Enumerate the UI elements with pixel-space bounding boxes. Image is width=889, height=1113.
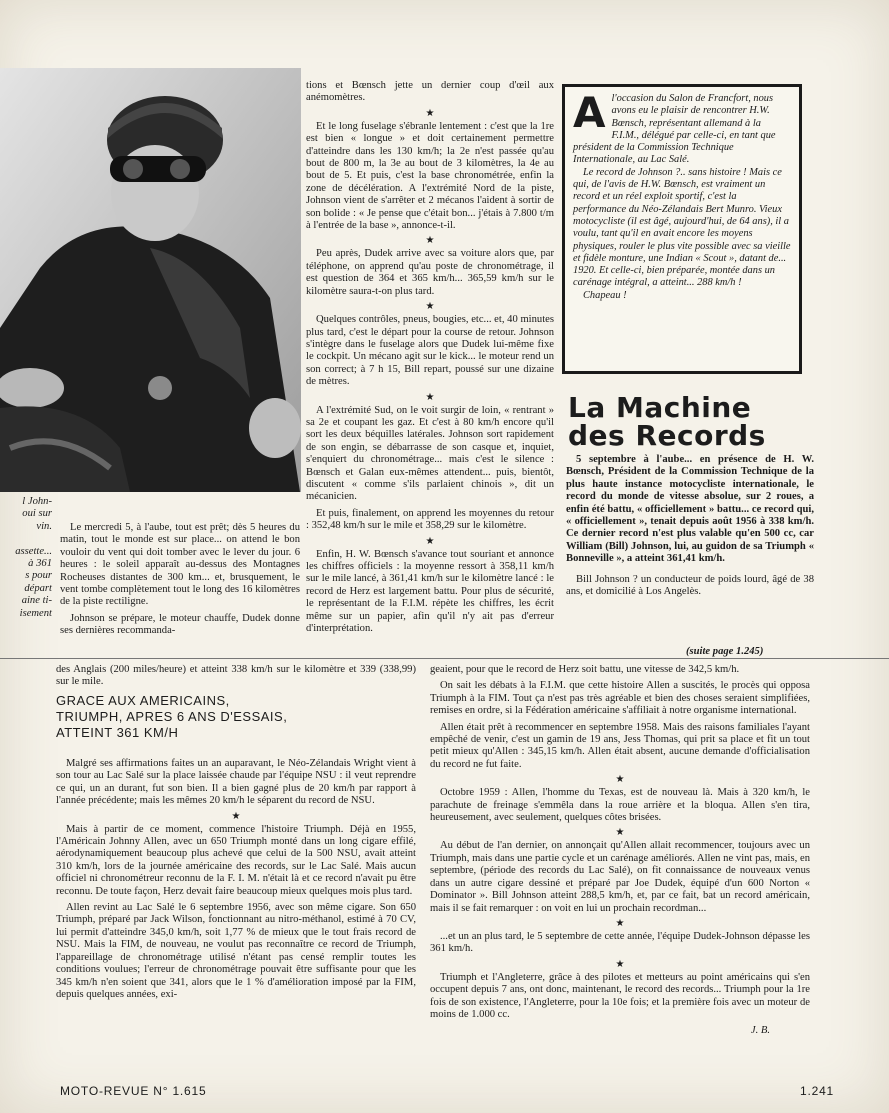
paragraph: Bill Johnson ? un conducteur de poids lourd, âgé de 38 ans, et domicilié à Los Angelès. [566, 573, 814, 598]
caption-line: assette... [15, 545, 52, 557]
paragraph: Octobre 1959 : Allen, l'homme du Texas, est de nouveau là. Mais à 320 km/h, le parachute de freinage s'emmêla dans la roue arrière et la bloqua. Allen s'en tira, heureusement, avec seulement, quelques côtes brisées. [430, 787, 810, 824]
paragraph: Triumph et l'Angleterre, grâce à des pilotes et metteurs au point américains qui s'en occupent depuis 7 ans, ont donc, maintenant, le record des records... Triumph pour la 1re fois de son existence, l'Angleterre, pour la 10e fois; et la première fois avec un moteur de moins de 1.000 cc. [430, 971, 810, 1020]
paragraph: Mais à partir de ce moment, commence l'histoire Triumph. Déjà en 1955, l'Américain Johnny Allen, avec un 650 Triumph monté dans un long cigare effilé, aérodynamiquement beaucoup plus achevé que celui de la 500 NSU, avait atteint 310 km/h, lors de la journée américaine des records, sur le Lac Salé. Mais aucun officiel ni chronométreur reconnu de la F. I. M. n'était là et ce record n'avait pu être reconnu. De toute façon, Herz devait faire beaucoup mieux quelques mois plus tard. [56, 823, 416, 897]
paragraph: Et puis, finalement, on apprend les moyennes du retour : 352,48 km/h sur le mile et 358,29 sur le kilomètre. [306, 507, 554, 532]
star-separator: ★ [425, 391, 435, 403]
caption-line: oui sur [22, 508, 52, 520]
title-line: des Records [568, 419, 766, 452]
paragraph: Allen revint au Lac Salé le 6 septembre 1956, avec son même cigare. Son 650 Triumph, préparé par Jack Wilson, fonctionnant au nitro-méthanol, estimé à 70 CV, lui permit d'atteindre 345,0 km/h, soit 1,77 % de mieux que le tout frais record de NSU. Mais la FIM, de nouveau, ne voulut pas reconnaître ce record de Triumph, l'appareillage de chronométrage utilisé n'étant pas censé remplir toutes les conditions voulues; l'erreur de chronométrage pouvait être suffisante pour que les 345 km/h n'en soient que 341, alors que le 1 % d'amélioration imposé par la FIM, depuis quelques années, exi- [56, 902, 416, 1000]
paragraph: Allen était prêt à recommencer en septembre 1958. Mais des raisons familiales l'ayant empêché de venir, c'est un gamin de 19 ans, Jess Thomas, qui prit sa place et fit un tout petit mieux qu'Allen : 345,15 km/h. Allen était absent, aucune demande d'officialisation du record ne fut faite. [430, 721, 810, 770]
caption-line: départ [24, 582, 52, 594]
paragraph: Peu après, Dudek arrive avec sa voiture alors que, par téléphone, on apprend qu'au poste de chronométrage, il est question de 364 et 365 km/h... 365,59 km/h sur le kilomètre saura-t-on plus tard. [306, 248, 554, 297]
intro-paragraph: l'occasion du Salon de Francfort, nous avons eu le plaisir de rencontrer H.W. Bœnsch, représentant allemand à la F.I.M., délégué par celle-ci, en tant que président de la Commission Technique Internationale, au Lac Salé. [573, 93, 776, 166]
caption-line: l John- [22, 496, 52, 507]
intro-box [562, 84, 802, 374]
paragraph: des Anglais (200 miles/heure) et atteint 338 km/h sur le kilomètre et 339 (338,99) sur le mile. [56, 664, 416, 688]
subhead-line: ATTEINT 361 KM/H [56, 725, 179, 740]
paragraph: ...et un an plus tard, le 5 septembre de cette année, l'équipe Dudek-Johnson dépasse les 361 km/h. [430, 930, 810, 955]
paragraph: Johnson se prépare, le moteur chauffe, Dudek donne ses dernières recommanda- [60, 612, 300, 637]
rider-photo-image [0, 68, 301, 492]
paragraph: tions et Bœnsch jette un dernier coup d'œil aux anémomètres. [306, 80, 554, 104]
section-divider [0, 658, 889, 659]
subhead-line: GRACE AUX AMERICAINS, [56, 693, 230, 708]
photo-caption [0, 496, 52, 620]
star-separator: ★ [425, 235, 435, 247]
star-separator: ★ [615, 774, 625, 786]
caption-line: à 361 [28, 558, 52, 570]
author-signature: J. B. [750, 1025, 770, 1037]
footer-page-number: 1.241 [800, 1084, 835, 1098]
intro-paragraph: Le record de Johnson ?.. sans histoire ! Mais ce qui, de l'avis de H.W. Bœnsch, est vraiment un record et un réel exploit sportif, c'est la performance du Néo-Zélandais Bert Munro. Vieux motocycliste (il est âgé, aujourd'hui, de 64 ans), il a voulu, tant qu'il en avait encore les moyens physiques, rouler le plus vite possible avec sa vieille et fidèle monture, une Indian « Scout », datant de... 1920. Et celle-ci, bien préparée, montée dans un carénage intégral, a atteint... 288 km/h ! [573, 166, 791, 289]
column-1-text [60, 522, 300, 642]
lower-left-intro [56, 664, 416, 693]
caption-line: vin. [36, 520, 52, 532]
column-3-lead [566, 454, 814, 602]
star-separator: ★ [425, 301, 435, 313]
paragraph: Et le long fuselage s'ébranle lentement : c'est que la 1re est bien « longue » et doit certainement permettre d'atteindre dans les 130 km/h; la 2e n'est passée qu'au bout de 800 m, la 3e au bout de 3 kilomètres, la 4e au bout de 5. Et puis, c'est la base chronométrée, enfin la zone de décélération. A l'extrémité Nord de la piste, Johnson vient de s'arrêter et 2 mécanos l'aident à sortir de son bolide : « Je pense que c'était bon... j'étais à 7.800 t/m à l'entrée de la base », annonce-t-il. [306, 120, 554, 232]
lead-paragraph: 5 septembre à l'aube... en présence de H. W. Bœnsch, Président de la Commission Technique de la plus haute instance motocycliste internationale, le record du monde de vitesse absolue, sur 2 roues, a enfin été battu, « officiellement » battu... ce record qui, « officiellement », tenait depuis août 1956 à 338 km/h. Ce dernier record n'est plus valable qu'en 500 cc, car William (Bill) Johnson, lui, au guidon de sa Triumph « Bonneville », a atteint 361,41 km/h. [566, 454, 814, 565]
star-separator: ★ [615, 958, 625, 970]
intro-paragraph: Chapeau ! [583, 289, 627, 301]
star-separator: ★ [425, 107, 435, 119]
footer-issue: MOTO-REVUE N° 1.615 [60, 1084, 207, 1098]
star-separator: ★ [425, 535, 435, 547]
star-separator: ★ [615, 917, 625, 929]
caption-line [0, 533, 52, 545]
rider-photo [0, 68, 301, 492]
column-2-text [306, 80, 554, 639]
subhead-line: TRIUMPH, APRES 6 ANS D'ESSAIS, [56, 709, 288, 724]
title-line: La Machine [568, 391, 752, 424]
paragraph: On sait les débats à la F.I.M. que cette histoire Allen a suscités, le procès qui opposa Triumph à la FIM. Tout ça n'est pas très agréable et bien des choses seraient simplifiées, remises en ordre, si la Fédération américaine s'affiliait à notre organisme international. [430, 680, 810, 717]
drop-cap: A [573, 88, 606, 137]
lower-right-text [430, 664, 810, 1038]
lower-left-text [56, 758, 416, 1005]
paragraph: Le mercredi 5, à l'aube, tout est prêt; dès 5 heures du matin, tout le monde est sur place... on attend le bon vouloir du vent qui doit tomber avec le lever du jour. 6 heures : le soleil apparaît au-dessus des Montagnes Rocheuses distantes de 300 km... et, brusquement, le vent tombe complètement tout le long des 16 kilomètres de la piste rectiligne. [60, 522, 300, 608]
paragraph: Au début de l'an dernier, on annonçait qu'Allen allait recommencer, toujours avec un Triumph, mais dans une partie cycle et un carénage améliorés. Allen ne vint pas, mais, en septembre, (période des records du Lac Salé), on fit connaissance de nouveaux venus dans un autre cigare dessiné et préparé par Joe Dudek, équipé d'un 600 Norton « Dominator ». Bill Johnson atteint 288,5 km/h, et, par ce fait, bat un record américain, mais il se fait remarquer : on voit en lui un prochain recordman... [430, 840, 810, 914]
article-title [568, 391, 868, 452]
section-subheading [56, 693, 287, 741]
paragraph: A l'extrémité Sud, on le voit surgir de loin, « rentrant » sa 2e et coupant les gaz. Et c'est à 80 km/h encore qu'il sort les deux béquilles latérales. Johnson sort rapidement de son engin, se débarrasse de son casque et, inquiet, s'enquiert du chronométrage... mais c'est le silence : Bœnsch et Galan eux-mêmes attendent... puis, bientôt, discutent « comme s'ils parlaient chinois », dit un mécanicien. [306, 404, 554, 503]
paragraph: Malgré ses affirmations faites un an auparavant, le Néo-Zélandais Wright vient à son tour au Lac Salé sur la place laissée chaude par l'équipe NSU : il veut reprendre ce qui, un an durant, fut son bien. Il a bien gagné plus de 20 km/h par rapport à l'année précédente; mais les mêmes 20 km/h le séparent du record de NSU. [56, 758, 416, 807]
caption-line: aine ti- [21, 595, 52, 607]
paragraph: Enfin, H. W. Bœnsch s'avance tout souriant et annonce les chiffres officiels : la moyenne ressort à 358,11 km/h sur le mile lancé, à 361,41 km/h sur le kilomètre lancé : le record de Herz est largement battu. Pour plus de sécurité, le représentant de la F.I.M. répète les chiffres, les écrit même sur un papier, afin qu'il n'y ait pas d'erreur d'interprétation. [306, 548, 554, 635]
continued-note: (suite page 1.245) [686, 646, 764, 657]
caption-line: s pour [25, 570, 52, 582]
paragraph: geaient, pour que le record de Herz soit battu, une vitesse de 342,5 km/h. [430, 664, 740, 675]
star-separator: ★ [615, 827, 625, 839]
star-separator: ★ [231, 810, 241, 822]
paragraph: Quelques contrôles, pneus, bougies, etc... et, 40 minutes plus tard, c'est le départ pour la course de retour. Johnson s'intègre dans le fuselage alors que Dudek lui-même fixe le cockpit. Un mécano agit sur le kick... le moteur rend un son correct; à 7 h 15, Bill repart, poussé sur une dizaine de mètres. [306, 314, 554, 388]
caption-line: isement [19, 607, 52, 619]
